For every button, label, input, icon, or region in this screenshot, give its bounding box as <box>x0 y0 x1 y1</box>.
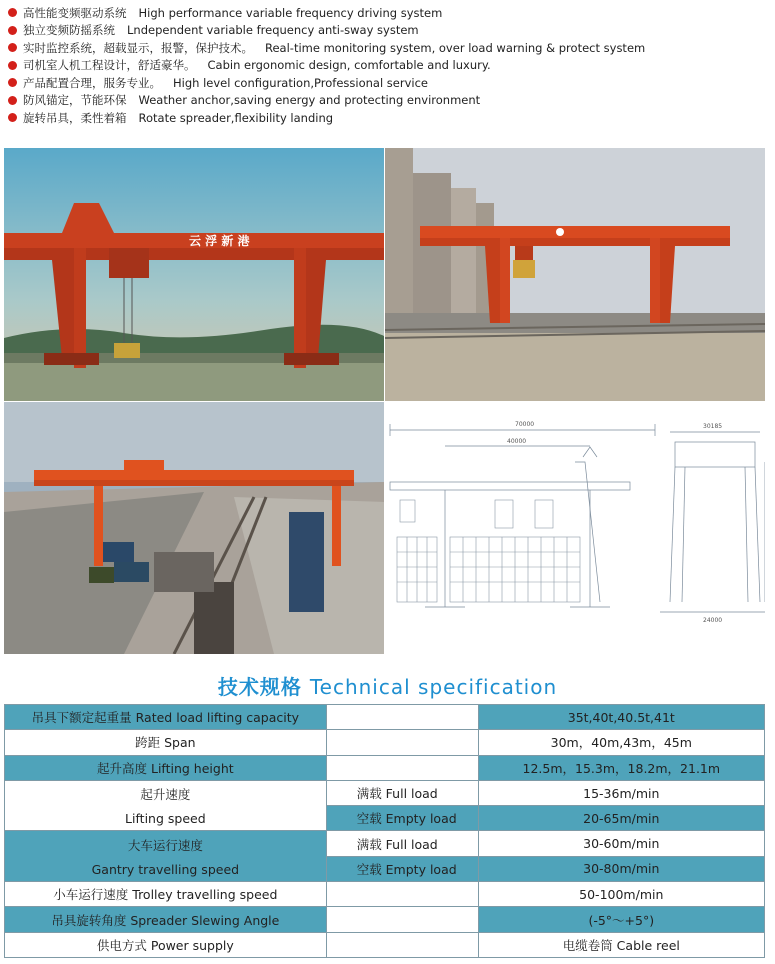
bullet-icon <box>8 43 17 52</box>
feature-cn: 产品配置合理，服务专业。 <box>23 75 161 90</box>
spec-value: 30-60m/min <box>478 831 764 856</box>
spec-label-lifting-speed <box>5 780 327 831</box>
feature-en: High level configuration,Professional service <box>173 75 428 90</box>
table-row <box>5 882 765 907</box>
feature-cn: 防风锚定，节能环保 <box>23 93 127 108</box>
spec-value: (-5°～+5°) <box>478 907 764 932</box>
dim-top-label: 70000 <box>515 421 535 428</box>
spec-label-en: Lifting speed <box>125 810 206 826</box>
bullet-icon <box>8 78 17 87</box>
spec-label-gantry-speed <box>5 831 327 882</box>
crane-sign: 云 浮 新 港 <box>189 234 250 248</box>
crane-photo-railyard <box>4 402 384 654</box>
spec-value: 30-80m/min <box>478 856 764 881</box>
bullet-icon <box>8 8 17 17</box>
spec-label-cn: 起升速度 <box>140 787 191 803</box>
table-row <box>5 730 765 755</box>
spec-sublabel: 空载 Empty load <box>326 806 478 831</box>
feature-cn: 司机室人机工程设计，舒适豪华。 <box>23 58 196 73</box>
table-row <box>5 932 765 957</box>
table-row <box>5 705 765 730</box>
spec-empty-cell <box>326 730 478 755</box>
spec-label: 起升高度 Lifting height <box>5 755 327 780</box>
spec-value: 12.5m，15.3m，18.2m，21.1m <box>478 755 764 780</box>
feature-cn: 独立变频防摇系统 <box>23 23 115 38</box>
spec-empty-cell <box>326 755 478 780</box>
spec-value: 50-100m/min <box>478 882 764 907</box>
dim-mid-label: 40000 <box>507 438 527 445</box>
spec-table <box>4 704 765 958</box>
spec-empty-cell <box>326 932 478 957</box>
spec-label: 吊具下额定起重量 Rated load lifting capacity <box>5 705 327 730</box>
spec-label: 跨距 Span <box>5 730 327 755</box>
feature-list <box>8 4 768 127</box>
feature-cn: 旋转吊具，柔性着箱 <box>23 110 127 125</box>
feature-item <box>8 92 768 110</box>
crane-photo-rail <box>385 148 765 401</box>
dim-bottom-label: 24000 <box>703 617 723 624</box>
spec-sublabel: 空载 Empty load <box>326 856 478 881</box>
feature-item <box>8 4 768 22</box>
feature-en: High performance variable frequency driving system <box>138 5 443 20</box>
feature-item <box>8 74 768 92</box>
dim-right-label: 30185 <box>703 423 723 430</box>
feature-en: Lndependent variable frequency anti-sway system <box>127 23 419 38</box>
spec-title-en: Technical specification <box>309 675 558 699</box>
spec-value: 20-65m/min <box>478 806 764 831</box>
spec-sublabel: 满载 Full load <box>326 831 478 856</box>
feature-en: Real-time monitoring system, over load warning & protect system <box>265 40 646 55</box>
spec-value: 30m，40m,43m，45m <box>478 730 764 755</box>
bullet-icon <box>8 113 17 122</box>
feature-item <box>8 22 768 40</box>
table-row <box>5 780 765 805</box>
crane-technical-drawing <box>385 402 765 654</box>
table-row <box>5 831 765 856</box>
crane-photo-dusk <box>4 148 384 401</box>
table-row <box>5 755 765 780</box>
spec-value: 35t,40t,40.5t,41t <box>478 705 764 730</box>
bullet-icon <box>8 96 17 105</box>
bullet-icon <box>8 61 17 70</box>
spec-label: 小车运行速度 Trolley travelling speed <box>5 882 327 907</box>
table-row <box>5 907 765 932</box>
feature-cn: 实时监控系统，超载显示，报警，保护技术。 <box>23 40 253 55</box>
spec-title <box>0 671 775 700</box>
feature-en: Cabin ergonomic design, comfortable and luxury. <box>207 58 491 73</box>
spec-empty-cell <box>326 705 478 730</box>
spec-empty-cell <box>326 882 478 907</box>
feature-item <box>8 39 768 57</box>
spec-label: 供电方式 Power supply <box>5 932 327 957</box>
bullet-icon <box>8 26 17 35</box>
spec-value: 15-36m/min <box>478 780 764 805</box>
spec-sublabel: 满载 Full load <box>326 780 478 805</box>
feature-en: Rotate spreader,flexibility landing <box>138 110 334 125</box>
spec-title-cn: 技术规格 <box>217 675 302 699</box>
feature-cn: 高性能变频驱动系统 <box>23 5 127 20</box>
spec-empty-cell <box>326 907 478 932</box>
feature-item <box>8 57 768 75</box>
feature-en: Weather anchor,saving energy and protecting environment <box>138 93 481 108</box>
spec-label-cn: 大车运行速度 <box>127 838 203 854</box>
spec-value: 电缆卷筒 Cable reel <box>478 932 764 957</box>
feature-item <box>8 109 768 127</box>
spec-label-en: Gantry travelling speed <box>91 861 240 877</box>
photo-grid <box>4 148 765 654</box>
spec-label: 吊具旋转角度 Spreader Slewing Angle <box>5 907 327 932</box>
